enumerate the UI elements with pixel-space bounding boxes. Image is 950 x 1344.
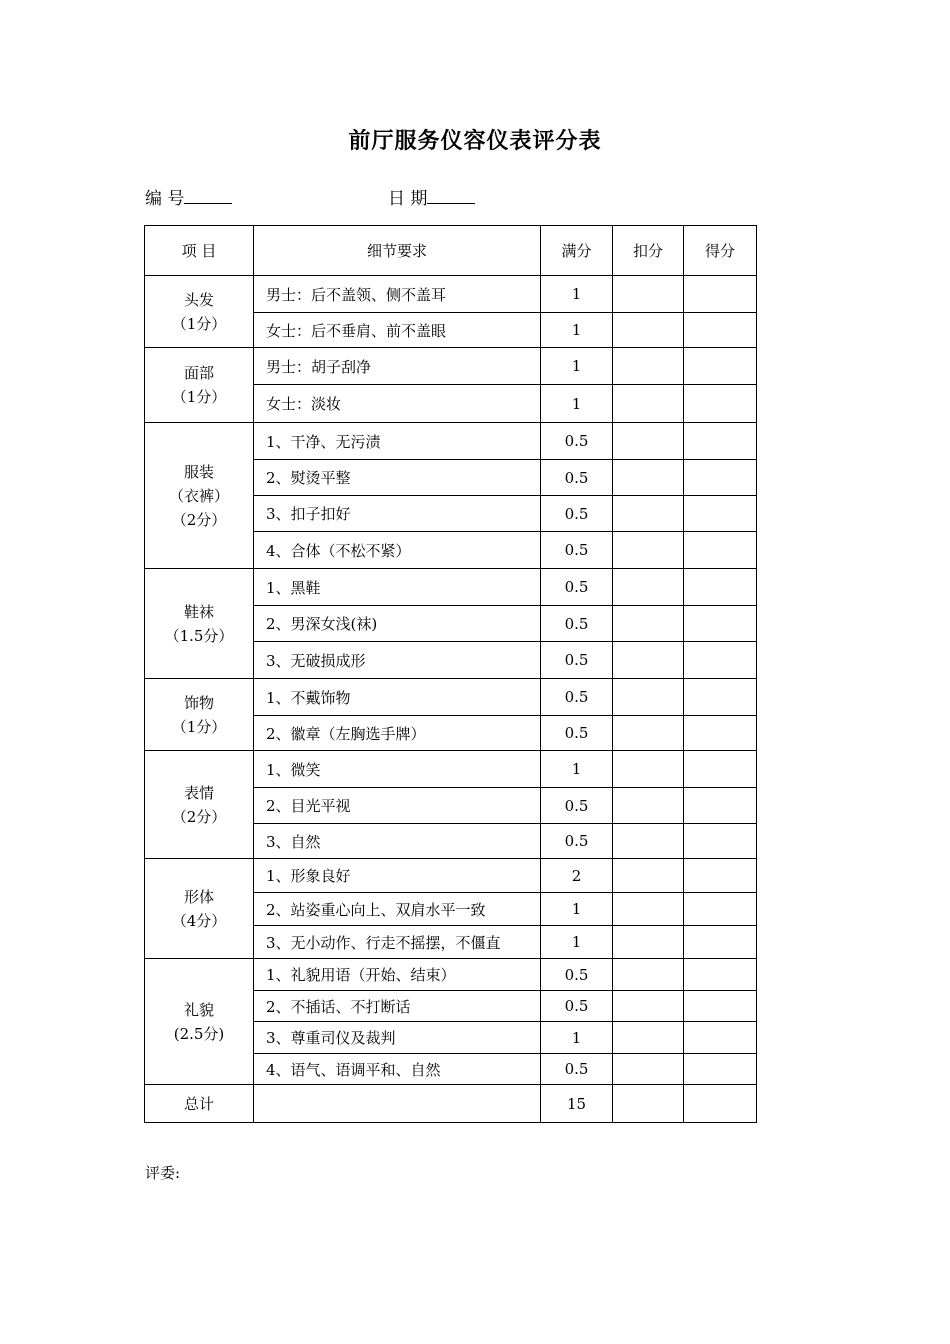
score-cell[interactable]: [684, 642, 757, 679]
category-name: 头发: [183, 290, 214, 309]
max-score-cell: 1: [541, 1022, 613, 1054]
category-cell: [145, 959, 254, 1085]
max-score-cell: 0.5: [541, 959, 613, 991]
score-cell[interactable]: [684, 1022, 757, 1054]
deduction-cell[interactable]: [613, 569, 684, 606]
max-score-cell: 0.5: [541, 569, 613, 606]
deduction-cell[interactable]: [613, 751, 684, 788]
deduction-cell[interactable]: [613, 859, 684, 893]
table-row: [145, 348, 757, 385]
score-cell[interactable]: [684, 959, 757, 991]
deduction-cell[interactable]: [613, 1054, 684, 1085]
max-score-cell: 0.5: [541, 642, 613, 679]
requirement-cell: 4、语气、语调平和、自然: [254, 1054, 541, 1085]
requirement-cell: 1、干净、无污渍: [254, 423, 541, 460]
deduction-cell[interactable]: [613, 926, 684, 959]
requirement-cell: 女士：后不垂肩、前不盖眼: [254, 313, 541, 348]
total-label: 总计: [145, 1085, 254, 1123]
date-label: 日 期: [388, 189, 428, 209]
header-item: 项 目: [145, 226, 254, 276]
score-cell[interactable]: [684, 788, 757, 824]
max-score-cell: 0.5: [541, 716, 613, 751]
score-cell[interactable]: [684, 423, 757, 460]
max-score-cell: 0.5: [541, 460, 613, 496]
deduction-cell[interactable]: [613, 716, 684, 751]
category-name: 服装: [183, 462, 214, 481]
score-cell[interactable]: [684, 1054, 757, 1085]
requirement-cell: 男士：后不盖领、侧不盖耳: [254, 276, 541, 313]
score-table: [144, 225, 757, 1123]
category-points: （2分）: [171, 510, 227, 529]
category-name: 礼貌: [183, 1000, 214, 1019]
deduction-cell[interactable]: [613, 496, 684, 532]
requirement-cell: 1、礼貌用语（开始、结束）: [254, 959, 541, 991]
requirement-cell: 2、熨烫平整: [254, 460, 541, 496]
requirement-cell: 1、黑鞋: [254, 569, 541, 606]
score-table-body: [145, 226, 757, 1123]
category-cell: [145, 348, 254, 423]
score-cell[interactable]: [684, 348, 757, 385]
max-score-cell: 0.5: [541, 991, 613, 1022]
score-cell[interactable]: [684, 716, 757, 751]
deduction-cell[interactable]: [613, 642, 684, 679]
max-score-cell: 1: [541, 348, 613, 385]
category-points: （1.5分）: [164, 626, 234, 645]
category-points: （4分）: [171, 911, 227, 930]
deduction-cell[interactable]: [613, 959, 684, 991]
score-cell[interactable]: [684, 276, 757, 313]
deduction-cell[interactable]: [613, 460, 684, 496]
requirement-cell: 2、男深女浅(袜): [254, 606, 541, 642]
category-subname: （衣裤）: [168, 486, 229, 505]
category-cell: [145, 423, 254, 569]
number-field: [145, 184, 232, 209]
requirement-cell: 男士：胡子刮净: [254, 348, 541, 385]
deduction-cell[interactable]: [613, 313, 684, 348]
requirement-cell: 2、不插话、不打断话: [254, 991, 541, 1022]
requirement-cell: 2、目光平视: [254, 788, 541, 824]
max-score-cell: 0.5: [541, 496, 613, 532]
max-score-cell: 1: [541, 313, 613, 348]
max-score-cell: 0.5: [541, 679, 613, 716]
number-blank[interactable]: [184, 188, 232, 204]
date-field: [388, 184, 475, 209]
score-cell[interactable]: [684, 460, 757, 496]
category-cell: [145, 751, 254, 859]
requirement-cell: 3、自然: [254, 824, 541, 859]
score-cell[interactable]: [684, 824, 757, 859]
table-row: [145, 423, 757, 460]
requirement-cell: 1、形象良好: [254, 859, 541, 893]
category-cell: [145, 569, 254, 679]
max-score-cell: 2: [541, 859, 613, 893]
score-cell[interactable]: [684, 679, 757, 716]
total-row: [145, 1085, 757, 1123]
score-cell[interactable]: [684, 532, 757, 569]
score-cell[interactable]: [684, 751, 757, 788]
requirement-cell: 女士：淡妆: [254, 385, 541, 423]
max-score-cell: 0.5: [541, 788, 613, 824]
total-score-cell[interactable]: [684, 1085, 757, 1123]
max-score-cell: 0.5: [541, 1054, 613, 1085]
total-deduction-cell[interactable]: [613, 1085, 684, 1123]
deduction-cell[interactable]: [613, 991, 684, 1022]
score-cell[interactable]: [684, 385, 757, 423]
header-requirement: 细节要求: [254, 226, 541, 276]
date-blank[interactable]: [427, 188, 475, 204]
deduction-cell[interactable]: [613, 423, 684, 460]
table-row: [145, 859, 757, 893]
category-name: 表情: [183, 783, 214, 802]
category-cell: [145, 679, 254, 751]
max-score-cell: 1: [541, 276, 613, 313]
page-title: 前厅服务仪容仪表评分表: [348, 128, 602, 154]
max-score-cell: 1: [541, 893, 613, 926]
score-cell[interactable]: [684, 926, 757, 959]
score-cell[interactable]: [684, 313, 757, 348]
category-points: （1分）: [171, 314, 227, 333]
deduction-cell[interactable]: [613, 824, 684, 859]
requirement-cell: 2、站姿重心向上、双肩水平一致: [254, 893, 541, 926]
score-cell[interactable]: [684, 991, 757, 1022]
table-row: [145, 679, 757, 716]
max-score-cell: 0.5: [541, 606, 613, 642]
deduction-cell[interactable]: [613, 679, 684, 716]
requirement-cell: 3、扣子扣好: [254, 496, 541, 532]
score-cell[interactable]: [684, 893, 757, 926]
table-row: [145, 751, 757, 788]
category-name: 鞋袜: [183, 602, 214, 621]
category-points: (2.5分): [173, 1024, 225, 1043]
header-deduction: 扣分: [613, 226, 684, 276]
judge-label: 评委:: [145, 1164, 181, 1182]
score-cell[interactable]: [684, 569, 757, 606]
requirement-cell: 3、尊重司仪及裁判: [254, 1022, 541, 1054]
deduction-cell[interactable]: [613, 606, 684, 642]
requirement-cell: 4、合体（不松不紧）: [254, 532, 541, 569]
deduction-cell[interactable]: [613, 788, 684, 824]
deduction-cell[interactable]: [613, 893, 684, 926]
max-score-cell: 1: [541, 751, 613, 788]
requirement-cell: 3、无小动作、行走不摇摆，不僵直: [254, 926, 541, 959]
number-label: 编 号: [145, 189, 185, 209]
category-name: 面部: [183, 364, 214, 382]
score-cell[interactable]: [684, 606, 757, 642]
table-header-row: [145, 226, 757, 276]
table-row: [145, 959, 757, 991]
table-row: [145, 569, 757, 606]
score-cell[interactable]: [684, 496, 757, 532]
category-points: （1分）: [171, 388, 227, 406]
category-cell: [145, 859, 254, 959]
total-requirement-cell: [254, 1085, 541, 1123]
category-name: 形体: [183, 887, 214, 906]
header-max-score: 满分: [541, 226, 613, 276]
requirement-cell: 3、无破损成形: [254, 642, 541, 679]
header-score: 得分: [684, 226, 757, 276]
max-score-cell: 1: [541, 926, 613, 959]
requirement-cell: 2、徽章（左胸选手牌）: [254, 716, 541, 751]
max-score-cell: 0.5: [541, 532, 613, 569]
deduction-cell[interactable]: [613, 385, 684, 423]
table-row: [145, 276, 757, 313]
deduction-cell[interactable]: [613, 532, 684, 569]
requirement-cell: 1、微笑: [254, 751, 541, 788]
requirement-cell: 1、不戴饰物: [254, 679, 541, 716]
max-score-cell: 0.5: [541, 824, 613, 859]
deduction-cell[interactable]: [613, 276, 684, 313]
deduction-cell[interactable]: [613, 1022, 684, 1054]
category-cell: [145, 276, 254, 348]
category-name: 饰物: [183, 693, 214, 712]
max-score-cell: 0.5: [541, 423, 613, 460]
max-score-cell: 1: [541, 385, 613, 423]
category-points: （2分）: [171, 807, 227, 826]
deduction-cell[interactable]: [613, 348, 684, 385]
category-points: （1分）: [171, 717, 227, 736]
score-cell[interactable]: [684, 859, 757, 893]
total-max-score: 15: [541, 1085, 613, 1123]
